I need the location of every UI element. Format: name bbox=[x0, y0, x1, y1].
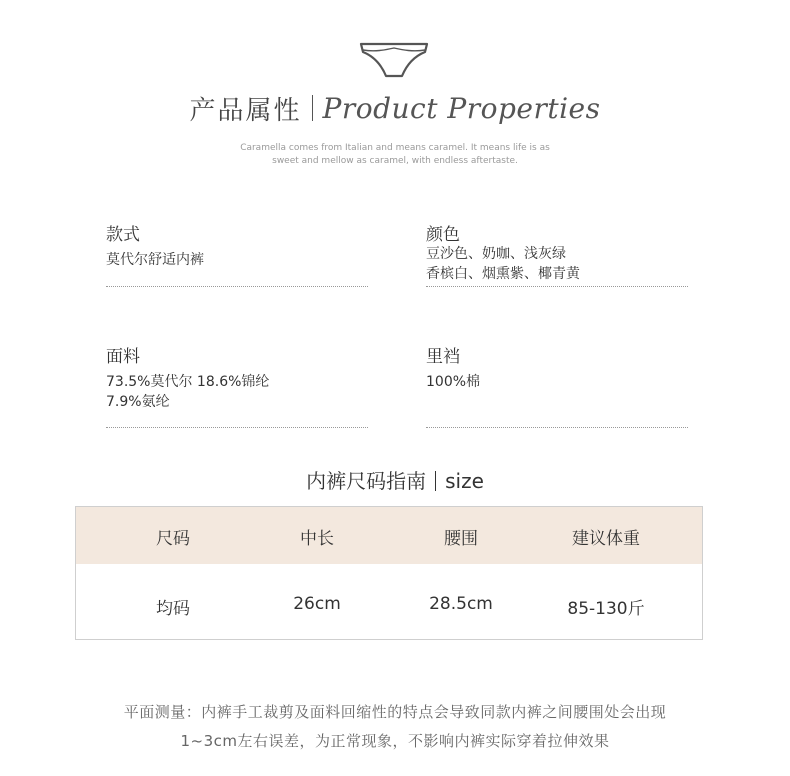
property-lining bbox=[426, 342, 688, 392]
title-divider bbox=[312, 95, 313, 121]
cell-length: 26cm bbox=[293, 594, 341, 614]
cell-waist: 28.5cm bbox=[429, 594, 493, 614]
color-line-2: 香槟白、烟熏紫、椰青黄 bbox=[426, 266, 580, 282]
property-label: 面料 bbox=[106, 347, 140, 367]
dotted-divider bbox=[426, 427, 688, 428]
property-label: 款式 bbox=[106, 225, 140, 245]
property-label: 颜色 bbox=[426, 225, 460, 245]
subtitle-line-2: sweet and mellow as caramel, with endless aftertaste. bbox=[272, 156, 518, 166]
size-table bbox=[75, 506, 703, 640]
brand-subtitle bbox=[0, 142, 790, 168]
size-title-english: size bbox=[445, 469, 484, 493]
dotted-divider bbox=[106, 427, 368, 428]
property-color bbox=[426, 220, 688, 284]
subtitle-line-1: Caramella comes from Italian and means caramel. It means life is as bbox=[240, 143, 550, 153]
size-title-chinese: 内裤尺码指南 bbox=[306, 469, 427, 493]
dotted-divider bbox=[426, 286, 688, 287]
measurement-note-line-2: 1~3cm左右误差，为正常现象，不影响内裤实际穿着拉伸效果 bbox=[180, 732, 610, 750]
property-value bbox=[106, 372, 368, 412]
column-header-weight: 建议体重 bbox=[572, 529, 640, 549]
color-line-1: 豆沙色、奶咖、浅灰绿 bbox=[426, 246, 566, 262]
fabric-line-2: 7.9%氨纶 bbox=[106, 394, 170, 410]
measurement-note-line-1: 平面测量：内裤手工裁剪及面料回缩性的特点会导致同款内裤之间腰围处会出现 bbox=[123, 703, 667, 721]
size-guide-title bbox=[0, 465, 790, 494]
underwear-icon bbox=[355, 38, 433, 82]
property-value: 莫代尔舒适内裤 bbox=[106, 252, 204, 268]
property-fabric bbox=[106, 342, 368, 412]
title-english: Product Properties bbox=[322, 91, 601, 125]
table-header bbox=[76, 507, 702, 564]
size-title-divider bbox=[435, 471, 436, 491]
fabric-line-1: 73.5%莫代尔 18.6%锦纶 bbox=[106, 374, 270, 390]
property-value: 100%棉 bbox=[426, 374, 481, 390]
property-value bbox=[426, 244, 688, 284]
property-label: 里裆 bbox=[426, 347, 460, 367]
column-header-length: 中长 bbox=[300, 529, 334, 549]
cell-weight: 85-130斤 bbox=[567, 599, 645, 619]
column-header-waist: 腰围 bbox=[444, 529, 478, 549]
dotted-divider bbox=[106, 286, 368, 287]
property-style bbox=[106, 220, 368, 270]
cell-size: 均码 bbox=[156, 599, 190, 619]
table-row bbox=[76, 564, 702, 640]
page-title bbox=[0, 88, 790, 128]
column-header-size: 尺码 bbox=[156, 529, 190, 549]
title-chinese: 产品属性 bbox=[189, 95, 302, 126]
